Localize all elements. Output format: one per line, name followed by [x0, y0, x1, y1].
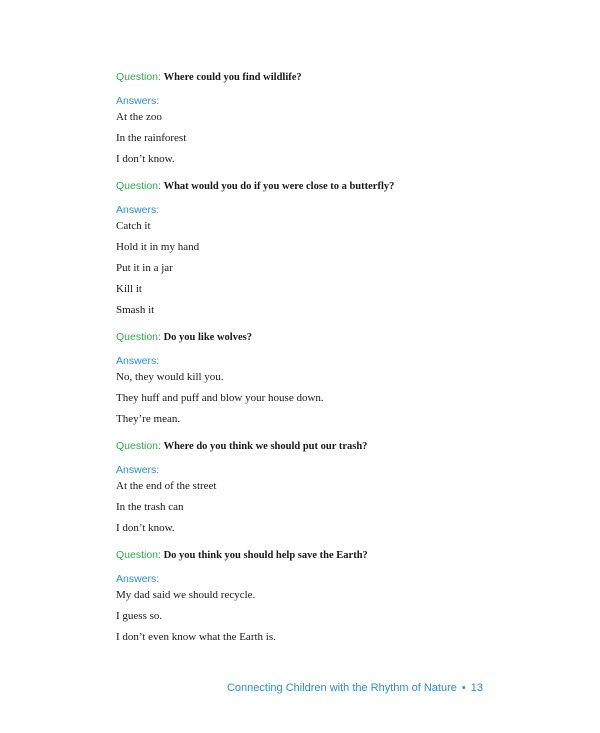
- answer: In the rainforest: [116, 132, 187, 144]
- question-text: Do you like wolves?: [163, 332, 252, 343]
- answer: I don’t know.: [116, 522, 175, 534]
- page-number: 13: [470, 682, 483, 694]
- question-line: [116, 330, 324, 345]
- answer: Put it in a jar: [116, 262, 173, 274]
- answer: Kill it: [116, 283, 142, 295]
- answers-label: Answers:: [116, 355, 160, 367]
- answer: My dad said we should recycle.: [116, 589, 256, 601]
- question-label: Question:: [116, 180, 161, 192]
- qa-block-1: [116, 70, 302, 166]
- qa-block-3: [116, 330, 324, 426]
- question-text: Where could you find wildlife?: [163, 72, 302, 83]
- answer: Smash it: [116, 304, 155, 316]
- answer: They’re mean.: [116, 413, 181, 425]
- question-line: [116, 179, 394, 194]
- qa-block-5: [116, 548, 368, 644]
- answers-label: Answers:: [116, 95, 160, 107]
- question-line: [116, 70, 302, 85]
- question-label: Question:: [116, 440, 161, 452]
- answer: At the end of the street: [116, 480, 217, 492]
- question-label: Question:: [116, 71, 161, 83]
- question-line: [116, 548, 368, 563]
- answers-label: Answers:: [116, 464, 160, 476]
- question-text: What would you do if you were close to a butterfly?: [163, 181, 395, 192]
- question-text: Where do you think we should put our trash?: [163, 441, 368, 452]
- footer-title: Connecting Children with the Rhythm of Nature: [226, 682, 457, 694]
- answers-label: Answers:: [116, 573, 160, 585]
- question-label: Question:: [116, 331, 161, 343]
- answer: I don’t know.: [116, 153, 175, 165]
- qa-block-2: [116, 179, 394, 317]
- answer: No, they would kill you.: [116, 371, 224, 383]
- footer-bullet: •: [461, 682, 466, 694]
- answer: In the trash can: [116, 501, 184, 513]
- answer: Hold it in my hand: [116, 241, 200, 253]
- question-label: Question:: [116, 549, 161, 561]
- answer: They huff and puff and blow your house down.: [116, 392, 324, 404]
- answer: I don’t even know what the Earth is.: [116, 631, 276, 643]
- question-text: Do you think you should help save the Earth?: [163, 550, 368, 561]
- answer: I guess so.: [116, 610, 163, 622]
- answer: Catch it: [116, 220, 151, 232]
- answers-label: Answers:: [116, 204, 160, 216]
- question-line: [116, 439, 367, 454]
- page-footer: [227, 682, 483, 694]
- answer: At the zoo: [116, 111, 162, 123]
- qa-block-4: [116, 439, 367, 535]
